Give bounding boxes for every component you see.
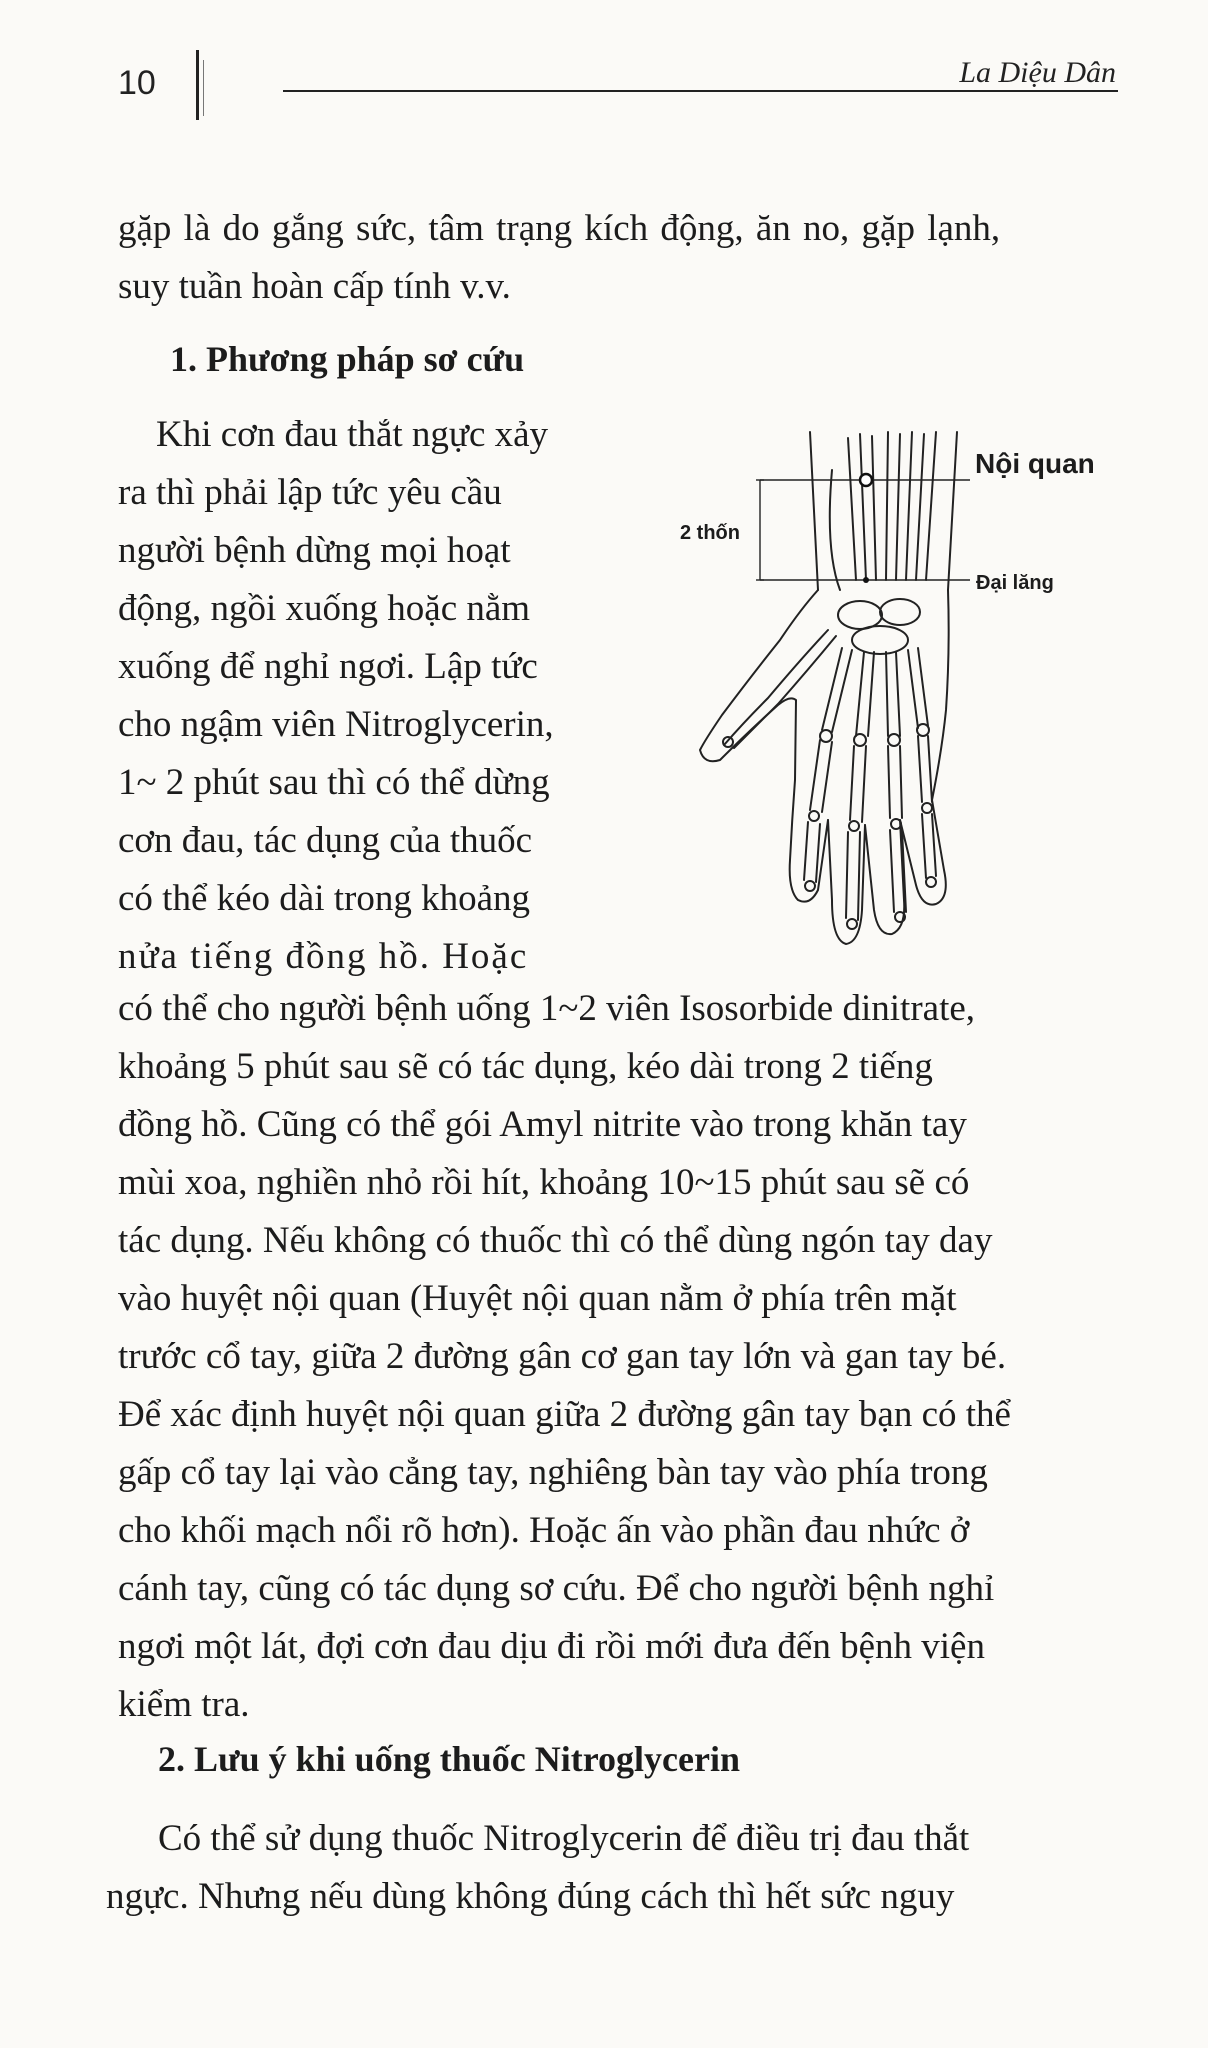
- text-line: gặp là do gắng sức, tâm trạng kích động, ăn no, gặp lạnh,: [118, 208, 1001, 249]
- text-line: cơn đau, tác dụng của thuốc: [118, 820, 533, 861]
- page-number: 10: [118, 64, 156, 102]
- text-line: động, ngồi xuống hoặc nằm: [118, 588, 531, 629]
- hand-acupoint-figure: [660, 430, 1110, 970]
- text-line: 1~ 2 phút sau thì có thể dừng: [118, 762, 550, 803]
- label-2-thon: 2 thốn: [680, 522, 740, 544]
- header-rule: [283, 90, 1118, 92]
- first-aid-paragraph-left-column: [118, 406, 608, 986]
- text-line: ra thì phải lập tức yêu cầu: [118, 472, 502, 513]
- text-line: Có thể sử dụng thuốc Nitroglycerin để điều trị đau thắt: [158, 1818, 970, 1859]
- header-divider: [196, 50, 199, 120]
- text-line: gấp cổ tay lại vào cẳng tay, nghiêng bàn tay vào phía trong: [118, 1452, 988, 1493]
- text-line: ngực. Nhưng nếu dùng không đúng cách thì hết sức nguy: [106, 1876, 955, 1917]
- text-line: vào huyệt nội quan (Huyệt nội quan nằm ở phía trên mặt: [118, 1278, 957, 1319]
- text-line: tác dụng. Nếu không có thuốc thì có thể dùng ngón tay day: [118, 1220, 993, 1261]
- text-line: đồng hồ. Cũng có thể gói Amyl nitrite vào trong khăn tay: [118, 1104, 967, 1145]
- hand-illustration: [660, 430, 1110, 970]
- label-noi-quan: Nội quan: [975, 448, 1095, 479]
- text-line: mùi xoa, nghiền nhỏ rồi hít, khoảng 10~15 phút sau sẽ có: [118, 1162, 970, 1203]
- intro-paragraph: [118, 200, 1118, 316]
- text-line: Để xác định huyệt nội quan giữa 2 đường gân tay bạn có thể: [118, 1394, 1011, 1435]
- text-line: kiểm tra.: [118, 1684, 250, 1725]
- text-line: nửa tiếng đồng hồ. Hoặc: [118, 936, 529, 977]
- label-dai-lang: Đại lăng: [976, 572, 1054, 594]
- text-line: xuống để nghỉ ngơi. Lập tức: [118, 646, 538, 687]
- text-line: cho ngậm viên Nitroglycerin,: [118, 704, 554, 745]
- text-line: khoảng 5 phút sau sẽ có tác dụng, kéo dài trong 2 tiếng: [118, 1046, 933, 1087]
- section-heading-nitroglycerin: 2. Lưu ý khi uống thuốc Nitroglycerin: [158, 1739, 741, 1779]
- text-line: có thể kéo dài trong khoảng: [118, 878, 531, 919]
- text-line: trước cổ tay, giữa 2 đường gân cơ gan tay lớn và gan tay bé.: [118, 1336, 1007, 1377]
- text-line: có thể cho người bệnh uống 1~2 viên Isosorbide dinitrate,: [118, 988, 976, 1029]
- first-aid-paragraph-full-width: [118, 980, 1128, 1734]
- text-line: cho khối mạch nổi rõ hơn). Hoặc ấn vào phần đau nhức ở: [118, 1510, 970, 1551]
- text-line: người bệnh dừng mọi hoạt: [118, 530, 511, 571]
- text-line: ngơi một lát, đợi cơn đau dịu đi rồi mới đưa đến bệnh viện: [118, 1626, 985, 1667]
- text-line: suy tuần hoàn cấp tính v.v.: [118, 266, 511, 307]
- nitroglycerin-paragraph: [106, 1810, 1136, 1926]
- header-divider-thin: [203, 60, 204, 116]
- text-line: Khi cơn đau thắt ngực xảy: [156, 414, 549, 455]
- running-header-author: La Diệu Dân: [959, 56, 1116, 89]
- section-heading-first-aid: 1. Phương pháp sơ cứu: [170, 339, 525, 379]
- text-line: cánh tay, cũng có tác dụng sơ cứu. Để cho người bệnh nghỉ: [118, 1568, 995, 1609]
